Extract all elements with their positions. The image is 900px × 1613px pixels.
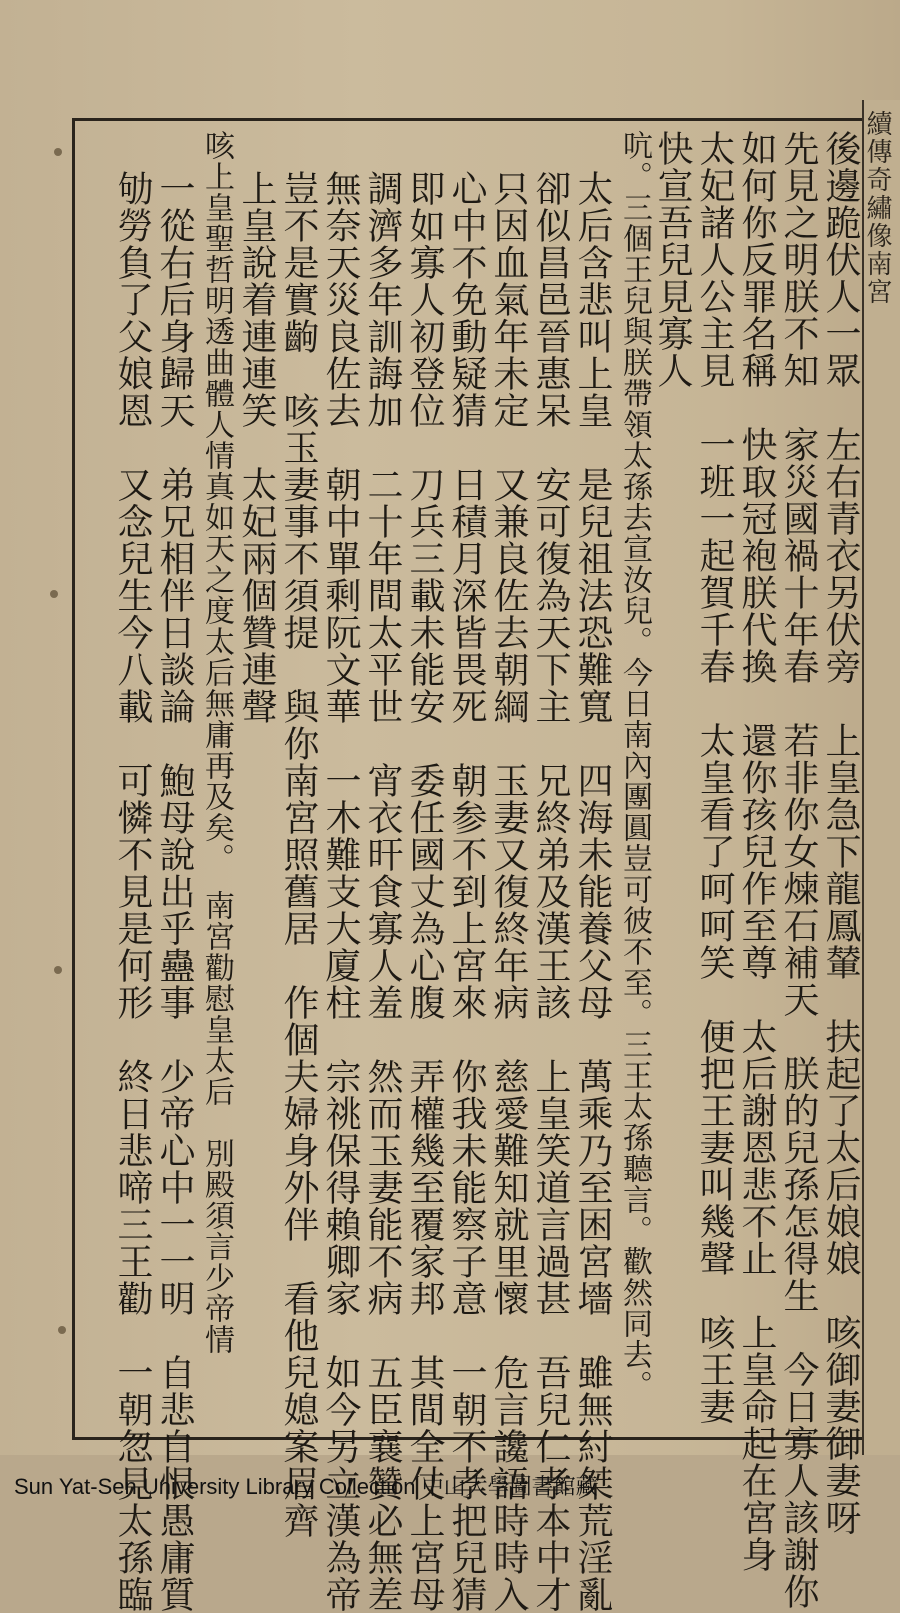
text-column: 吭。三個王兒與朕帶領太孫去宣汝兒。今日南內團圓豈可彼不至。三王太孫聽言。歡然同去。 (617, 130, 652, 1401)
text-column: 無奈天災良佐去 朝中單剩阮文華 一木難支大廈柱 宗祧保得賴卿家 如今另立漢為帝 (320, 170, 361, 1613)
text-column: 調濟多年訓誨加 二十年間太平世 宵衣旰食寡人羞 然而玉妻能不病 五臣襄贊必無差 (362, 170, 403, 1613)
text-column: 卻似昌邑晉惠呆 安可復為天下主 兄終弟及漢王該 上皇笑道言過甚 吾兒仁孝本中才 (530, 170, 571, 1613)
library-caption: Sun Yat-Sen University Library Collection 中山大學圖書館藏 (14, 1474, 598, 1499)
text-column: 心中不免動疑猜 日積月深皆畏死 朝参不到上宮來 你我未能察子意 一朝不孝把兒猜 (446, 170, 487, 1613)
text-column: 如何你反罪名稱 快取冠袍朕代換 還你孩兒作至尊 太后謝恩悲不止 上皇命起在宮身 (736, 130, 777, 1573)
text-column: 一從右后身歸天 弟兄相伴日談論 鮑母說出乎蠱事 少帝心中一一明 自悲自恨愚庸質 (154, 170, 195, 1613)
binding-hole (54, 966, 62, 974)
text-column: 即如寡人初登位 刀兵三載未能安 委任國丈為心腹 弄權幾至覆家邦 其間全仗上宮母 (404, 170, 445, 1613)
binding-hole (54, 148, 62, 156)
text-column: 快宣吾兒見寡人 (652, 130, 693, 389)
text-column: 只因血氣年未定 又兼良佐去朝綱 玉妻又復終年病 慈愛難知就里懷 危言讒語時時入 (488, 170, 529, 1613)
text-column: 豈不是實齣 咳玉妻事不須提 與你南宮照舊居 作個夫婦身外伴 看他兒媳案眉齊 (278, 170, 319, 1539)
text-column: 上皇說着連連笑 太妃兩個贊連聲 (236, 170, 277, 725)
text-column: 咳上皇聖哲明透曲體人情真如天之度太后無庸再及矣。 南宮勸慰皇太后 別殿須言少帝情 (199, 130, 234, 1355)
text-column: 劬勞負了父娘恩 又念兒生今八載 可憐不見是何形 終日悲啼三王勸 一朝忽見太孫臨 (112, 170, 153, 1613)
text-column: 先見之明朕不知 家災國禍十年春 若非你女煉石補天 朕的兒孫怎得生 今日寡人該謝你 (778, 130, 819, 1610)
text-column: 太后含悲叫上皇 是兒祖法恐難寬 四海未能養父母 萬乘乃至困宮墻 雖無紂桀荒淫亂 (572, 170, 613, 1613)
text-column: 太妃諸人公主見 一班一起賀千春 太皇看了呵呵笑 便把王妻叫幾聲 咳王妻 (694, 130, 735, 1425)
margin-strip-text: 續傳奇繡像南宮 (862, 110, 892, 306)
binding-hole (50, 590, 58, 598)
binding-hole (58, 1326, 66, 1334)
text-column: 後邊跪伏人一眾 左右青衣另伏旁 上皇急下龍鳳輦 扶起了太后娘娘 咳御妻御妻呀 (820, 130, 861, 1536)
